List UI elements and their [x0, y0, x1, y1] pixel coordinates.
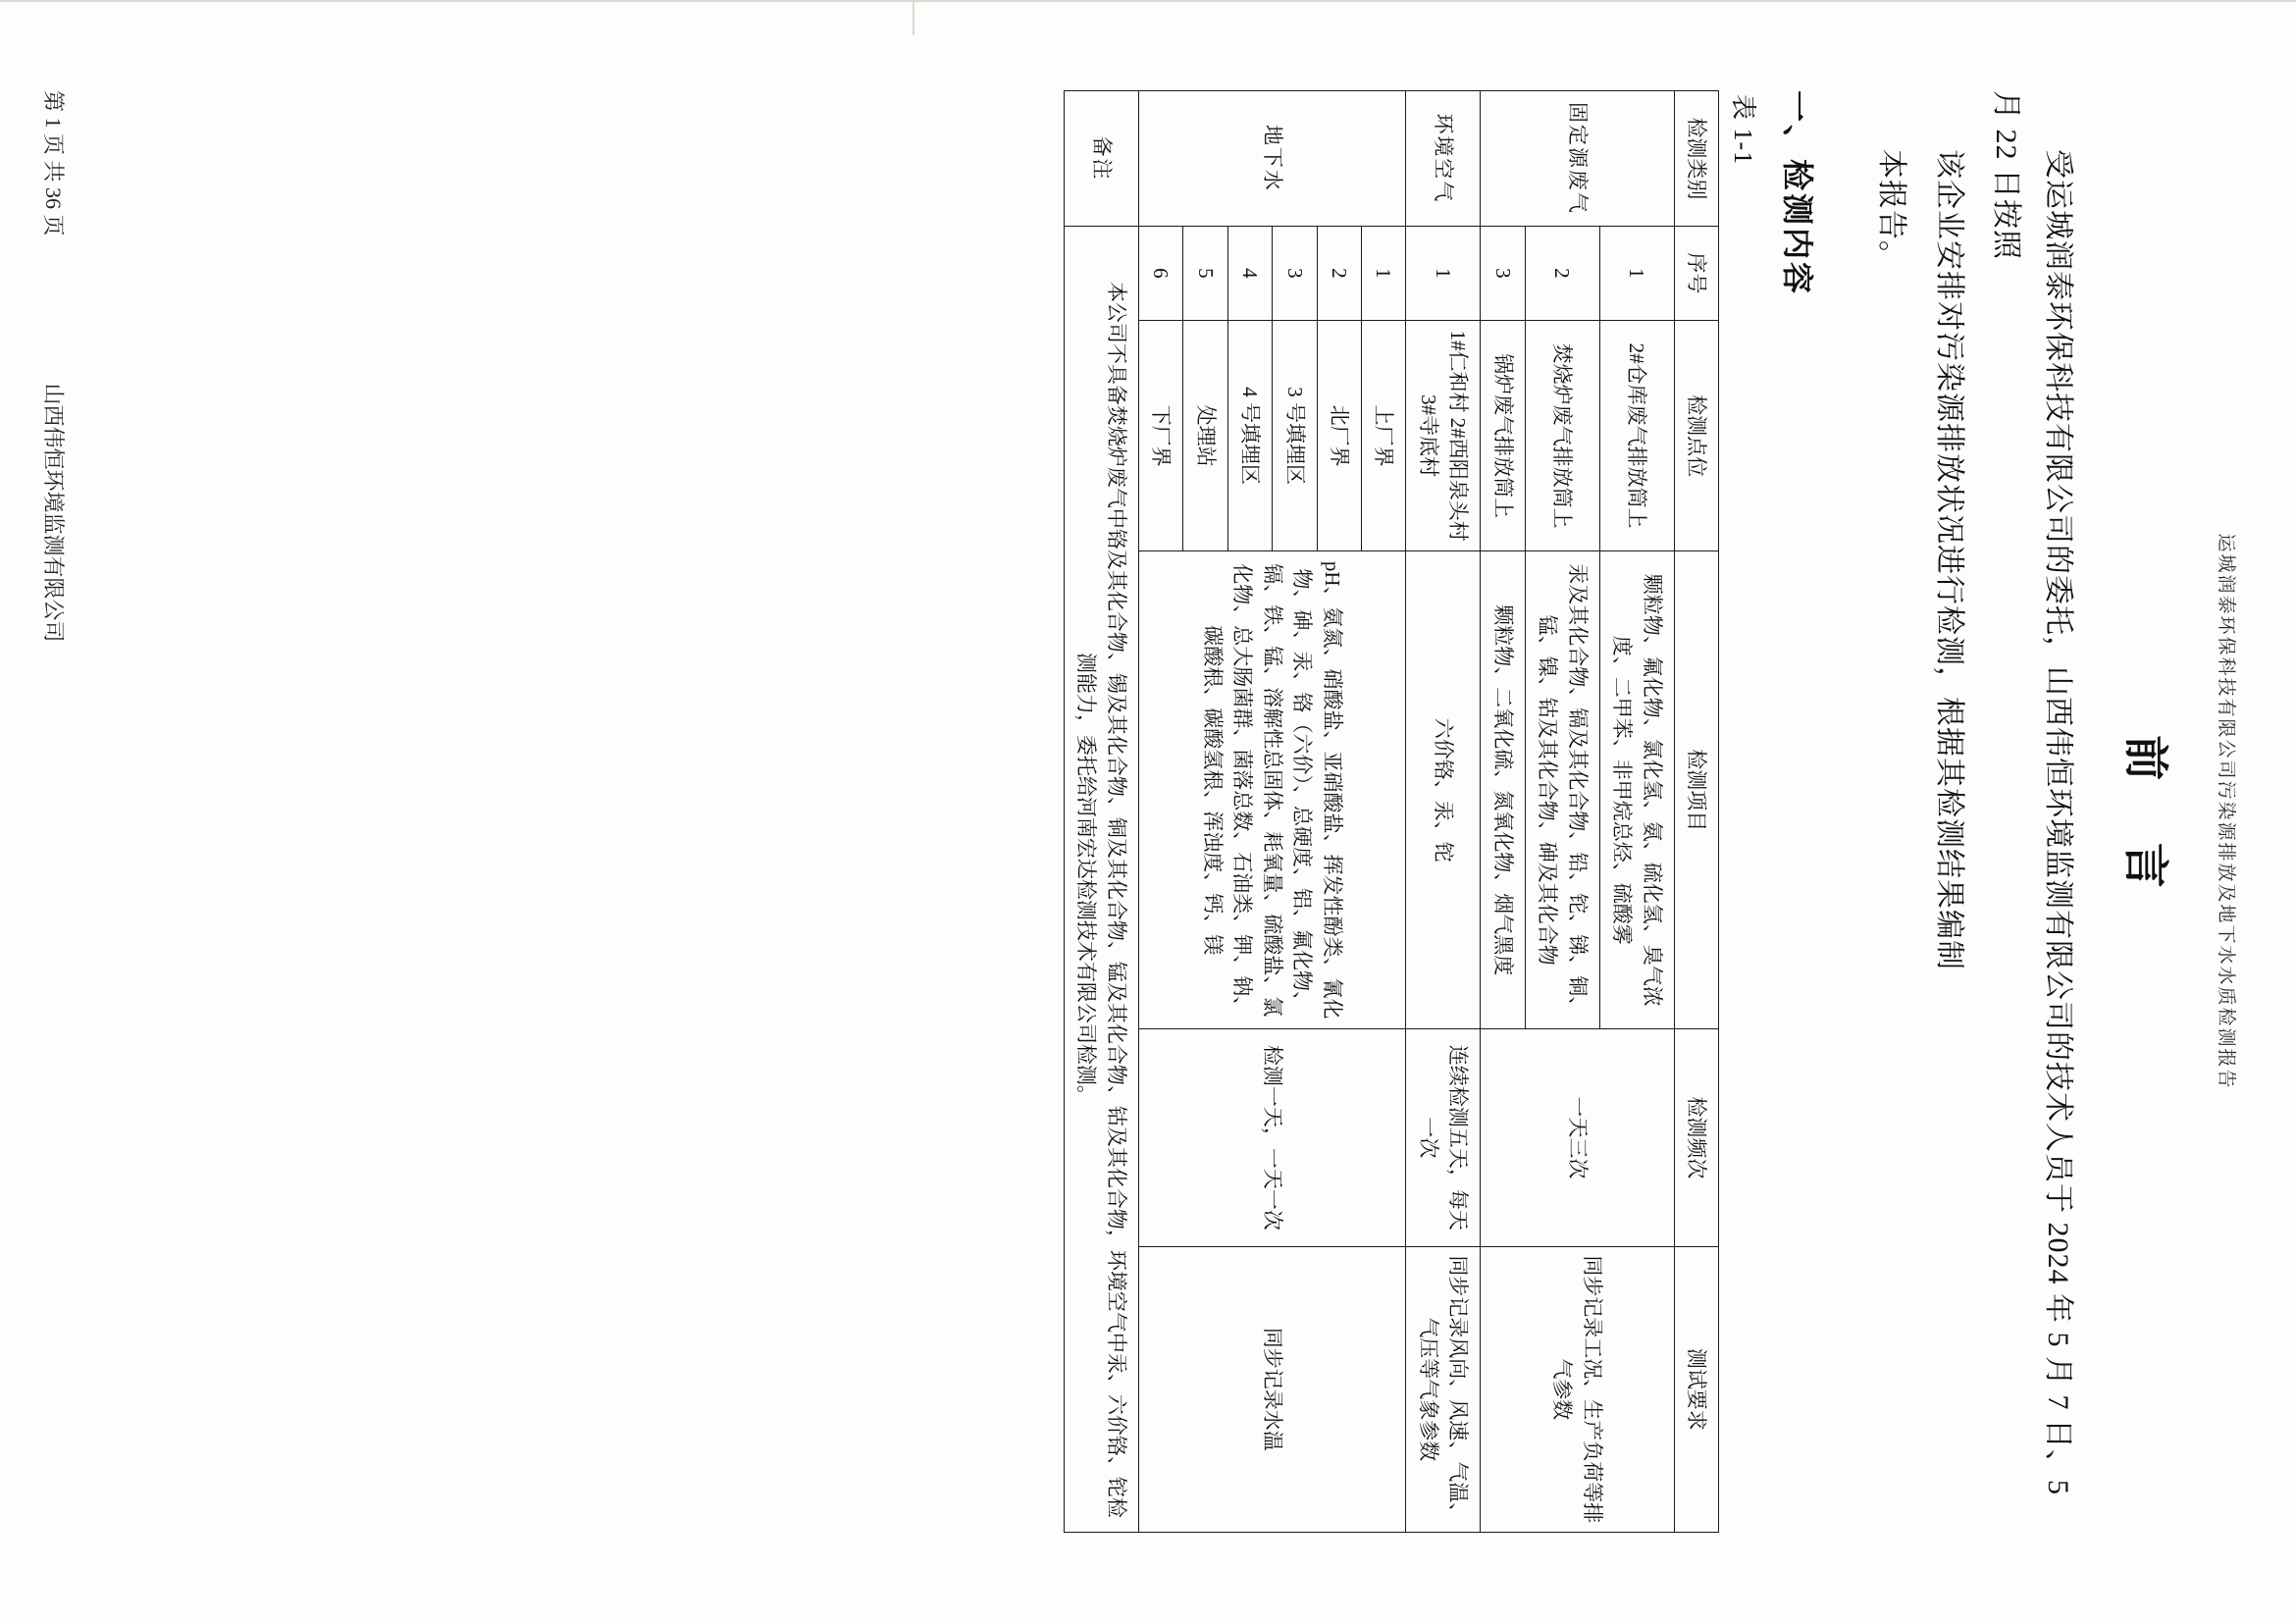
th-point: 检测点位 [1674, 320, 1718, 551]
cell-point: 锅炉废气排放筒上 [1481, 320, 1525, 551]
cell-item: 颗粒物、二氧化硫、氮氧化物、烟气黑度 [1481, 551, 1525, 1029]
table-row [1599, 91, 1674, 1533]
cell-req: 同步记录工况、生产负荷等排气参数 [1481, 1246, 1674, 1532]
cell-no: 1 [1406, 226, 1481, 320]
cell-no: 6 [1138, 226, 1182, 320]
cell-req: 同步记录水温 [1138, 1246, 1406, 1532]
th-req: 测试要求 [1674, 1246, 1718, 1532]
cell-point: 焚烧炉废气排放筒上 [1525, 320, 1599, 551]
page-title: 前 言 [2120, 735, 2170, 914]
cell-category-fixed-source: 固定源废气 [1481, 91, 1674, 227]
th-item: 检测项目 [1674, 551, 1718, 1029]
cell-point: 2#仓库废气排放筒上 [1599, 320, 1674, 551]
cell-no: 2 [1317, 226, 1361, 320]
cell-freq: 一天三次 [1481, 1029, 1674, 1247]
cell-point: 北厂界 [1317, 320, 1361, 551]
table-row [1406, 91, 1481, 1533]
cell-item: 颗粒物、氟化物、氯化氢、氨、硫化氢、臭气浓度、二甲苯、非甲烷总烃、硫酸雾 [1599, 551, 1674, 1029]
cell-item: 汞及其化合物、镉及其化合物、铅、铊、锑、铜、锰、镍、钴及其化合物、砷及其化合物 [1525, 551, 1599, 1029]
page-number: 第 1 页 共 36 页 [41, 90, 66, 236]
cell-remark-label: 备注 [1065, 91, 1139, 227]
cell-freq: 连续检测五天，每天一次 [1406, 1029, 1481, 1247]
preface-paragraph-2: 该企业安排对污染源排放状况进行检测，根据其检测结果编制 [1933, 149, 1965, 970]
inspection-content-table [1064, 90, 1719, 1533]
cell-point: 1#仁和村 2#西阳泉头村 3#寺底村 [1406, 320, 1481, 551]
page-footer [39, 90, 70, 1533]
preface-paragraph-1: 受运城润泰环保科技有限公司的委托，山西伟恒环境监测有限公司的技术人员于 2024 年 5 月 7 日、5 月 22 日按照 [1990, 90, 2074, 1495]
cell-no: 1 [1362, 226, 1406, 320]
cell-no: 2 [1525, 226, 1599, 320]
cell-item: 六价铬、汞、铊 [1406, 551, 1481, 1029]
table-caption: 表 1-1 [1729, 94, 1757, 166]
cell-point: 下厂界 [1138, 320, 1182, 551]
preface-paragraph-3: 本报告。 [1875, 149, 1908, 271]
cell-category-ambient-air: 环境空气 [1406, 91, 1481, 227]
cell-point: 处理站 [1183, 320, 1227, 551]
th-no: 序号 [1674, 226, 1718, 320]
table-row [1362, 91, 1406, 1533]
table-header-row [1674, 91, 1718, 1533]
cell-point: 3 号填埋区 [1273, 320, 1317, 551]
cell-no: 3 [1273, 226, 1317, 320]
cell-no: 5 [1183, 226, 1227, 320]
footer-company: 山西伟恒环境监测有限公司 [41, 383, 66, 643]
table-remark-row [1065, 91, 1139, 1533]
cell-item: pH、氨氮、硝酸盐、亚硝酸盐、挥发性酚类、氰化物、砷、汞、铬（六价）、总硬度、铝、氟化物、镉、铁、锰、溶解性总固体、耗氧量、硫酸盐、氯化物、总大肠菌群、菌落总数、石油类、钾、钠、碳酸根、碳酸氢根、浑浊度、钙、镁 [1138, 551, 1406, 1029]
cell-no: 3 [1481, 226, 1525, 320]
section-title: 一、检测内容 [1780, 90, 1815, 297]
cell-req: 同步记录风向、风速、气温、气压等气象参数 [1406, 1246, 1481, 1532]
cell-point: 上厂界 [1362, 320, 1406, 551]
th-category: 检测类别 [1674, 91, 1718, 227]
cell-no: 1 [1599, 226, 1674, 320]
cell-freq: 检测一天，一天一次 [1138, 1029, 1406, 1247]
cell-point: 4 号填埋区 [1227, 320, 1272, 551]
running-header: 运城润泰环保科技有限公司污染源排放及地下水水质检测报告 [2216, 533, 2236, 1090]
red-stamp-artifact [804, 1569, 836, 1606]
cell-no: 4 [1227, 226, 1272, 320]
cell-category-groundwater: 地下水 [1138, 91, 1406, 227]
th-freq: 检测频次 [1674, 1029, 1718, 1247]
cell-remark-text: 本公司不具备焚烧炉废气中铬及其化合物、锡及其化合物、铜及其化合物、锰及其化合物、钴及其化合物，环境空气中汞、六价铬、铊检测能力，委托给河南宏达检测技术有限公司检测。 [1065, 226, 1139, 1532]
